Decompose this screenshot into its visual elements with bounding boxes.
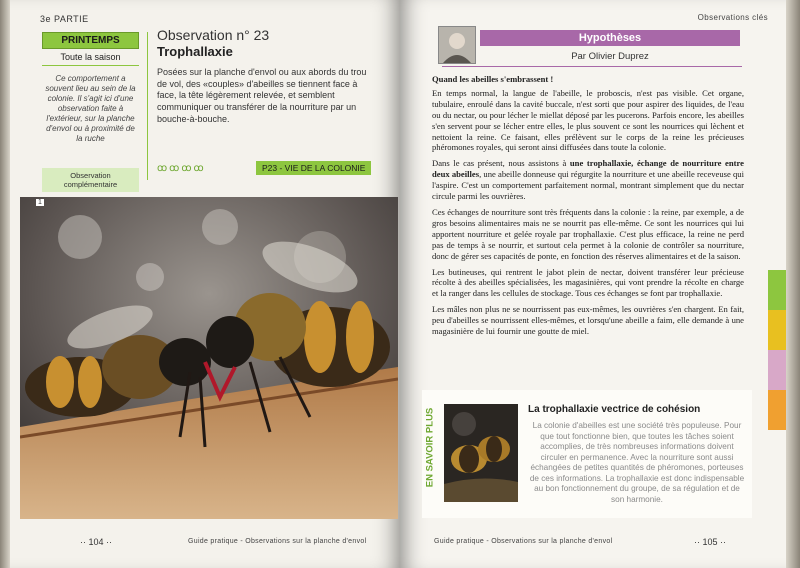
reference-badge: P23 - VIE DE LA COLONIE (256, 161, 371, 175)
author-name: Par Olivier Duprez (571, 51, 649, 62)
footer-guide-right: Guide pratique - Observations sur la planche d'envol (434, 538, 613, 545)
box-photo-illustration (444, 404, 518, 502)
season-label: PRINTEMPS (42, 32, 139, 49)
article-lead: Quand les abeilles s'embrassent ! (432, 74, 554, 84)
observation-title: Trophallaxie (157, 44, 233, 59)
paragraph-1: En temps normal, la langue de l'abeille, le proboscis, n'est pas visible. Cet organe, tubulaire, enroulé dans la cavité buccale, n'est sorti que pour aspirer des liquides, de l'eau ou du nectar, ou pour lécher le miellat déposé par les pucerons. Parfois encore, les abeilles s'en servent pour se lécher entre elles, le plus souvent ce sont les nourrices qui lèchent et nettoient la reine. Ce faisant, elles prélèvent sur le corps de la reine les précieuses phéromones royales, qui seront ainsi diffusées dans toute la colonie. (432, 87, 744, 153)
color-tabs (768, 270, 786, 430)
photo-number: 1 (38, 199, 42, 206)
right-page (400, 0, 800, 568)
complementary-label: Observation complémentaire (42, 168, 139, 192)
paragraph-4: Les butineuses, qui rentrent le jabot plein de nectar, doivent transférer leur précieuse récolte à des abeilles spécialisées, les magasinières, qui vont prendre la récolte en charge et la ranger dans les cellules de stockage. Tous ces échanges se font par trophallaxie. (432, 266, 744, 299)
observation-text: Posées sur la planche d'envol ou aux abords du trou de vol, des «couples» d'abeilles se tiennent face à face, la tête légèrement relevée, et semblent communiquer ou transférer de la nourriture par un bouche-à-bouche. (157, 67, 367, 124)
paragraph-3: Ces échanges de nourriture sont très fréquents dans la colonie : la reine, par exemple, a de gros besoins alimentaires mais ne se nourrit pas elle-même. Ce sont les nourrices qui lui apportent nourriture et gelée royale par trophallaxie. C'est plus efficace, la reine ne perd pas de temps à se nourrir, et surtout cela permet à la colonie de contrôler sa nourriture, donc de gérer ses capacités de ponte, en fonction des réserves alimentaires et de la saison. (432, 206, 744, 261)
paragraph-2-end: , une abeille donneuse qui régurgite la nourriture et une abeille receveuse qui l'aspire. C'est un comportement parfaitement normal, montrant simplement que du nectar circule parmi les ouvrières. (432, 169, 744, 202)
bees-photo-illustration (20, 197, 398, 519)
section-header: Observations clés (697, 13, 768, 22)
footer-guide-left: Guide pratique - Observations sur la planche d'envol (188, 538, 367, 545)
title-rule (442, 66, 742, 67)
paragraph-2-highlight: une trophallaxie, échange de nourriture entre deux abeilles (432, 158, 744, 180)
tab-yellow (768, 310, 786, 350)
paragraph-2-start: Dans le cas présent, nous assistons à (432, 158, 570, 169)
box-photo (444, 404, 518, 502)
box-side-text: EN SAVOIR PLUS (424, 407, 436, 488)
article-body (432, 74, 744, 342)
page-number-left: ·· 104 ·· (80, 537, 113, 547)
box-text: La colonie d'abeilles est une société très populeuse. Pour que tout fonctionne bien, que toutes les tâches soient accomplies, de très nombreuses informations doivent circuler en permanence. Avec la nourriture sont aussi échangées de petites quantités de phéromones, porteuses de ces informations. La trophallaxie est donc indispensable au bon fonctionnement du groupe, de sa régulation et de son harmonie. (529, 421, 745, 504)
tab-pink (768, 350, 786, 390)
hypotheses-title: Hypothèses (480, 30, 740, 46)
box-title: La trophallaxie vectrice de cohésion (528, 404, 701, 415)
page-edge-left (0, 0, 10, 568)
bees-photo (20, 197, 398, 519)
activity-icons: ꝏꝏꝏꝏ (157, 163, 206, 174)
season-sub: Toute la saison (42, 52, 139, 66)
page-number-right: ·· 105 ·· (694, 537, 727, 547)
season-panel (42, 32, 139, 206)
part-label: 3e PARTIE (40, 14, 89, 24)
more-info-box (422, 390, 752, 518)
observation-number: Observation n° 23 (157, 27, 270, 43)
paragraph-5: Les mâles non plus ne se nourrissent pas eux-mêmes, les ouvrières s'en chargent. En fait, peu d'abeilles se nourrissent elles-mêmes, et lorsqu'une abeille a faim, elle demande à une magasinière de lui fournir une goutte de miel. (432, 304, 744, 337)
paragraph-2 (432, 158, 744, 202)
page-edge-right (786, 0, 800, 568)
tab-green (768, 270, 786, 310)
season-note: Ce comportement a souvent lieu au sein de la colonie. Il s'agit ici d'une observation faite à l'extérieur, sur la planche d'envol ou à proximité de la ruche (45, 74, 136, 143)
author-portrait (438, 26, 476, 64)
divider (147, 32, 148, 180)
author-portrait-icon (439, 27, 475, 63)
tab-orange (768, 390, 786, 430)
box-side-label (422, 390, 440, 518)
